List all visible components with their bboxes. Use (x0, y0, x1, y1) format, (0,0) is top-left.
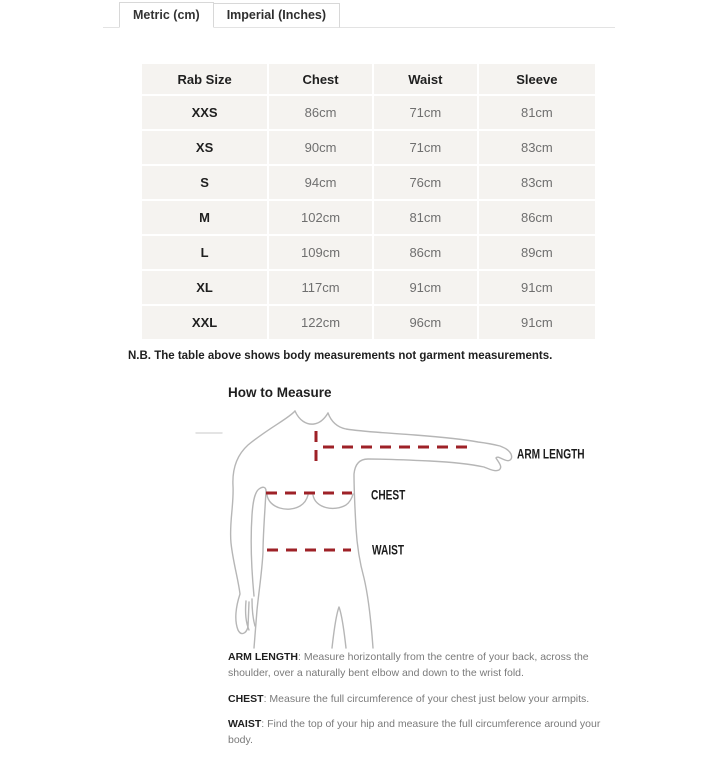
sleeve-value: 81cm (479, 96, 595, 129)
how-to-measure-title: How to Measure (228, 385, 332, 400)
size-chart-table (140, 62, 597, 341)
size-label: S (142, 166, 267, 199)
arm-length-instruction (228, 649, 618, 682)
chest-value: 86cm (269, 96, 372, 129)
sleeve-value: 91cm (479, 271, 595, 304)
waist-value: 96cm (374, 306, 477, 339)
col-header-sleeve: Sleeve (479, 64, 595, 94)
arm-length-instruction-text: : Measure horizontally from the centre of your back, across the shoulder, over a naturally bent elbow and down to the wrist fold. (228, 651, 589, 680)
waist-value: 71cm (374, 96, 477, 129)
table-row (142, 271, 595, 304)
table-row (142, 166, 595, 199)
chest-label: CHEST (371, 487, 406, 503)
table-row (142, 201, 595, 234)
table-row (142, 236, 595, 269)
unit-tabs (103, 3, 615, 28)
sleeve-value: 89cm (479, 236, 595, 269)
sleeve-value: 83cm (479, 131, 595, 164)
waist-value: 86cm (374, 236, 477, 269)
measurement-dash-lines (266, 431, 469, 550)
measuring-instructions (228, 649, 618, 757)
body-measurements-note: N.B. The table above shows body measurements not garment measurements. (128, 350, 553, 362)
chest-value: 122cm (269, 306, 372, 339)
waist-value: 71cm (374, 131, 477, 164)
table-row (142, 131, 595, 164)
table-row (142, 96, 595, 129)
size-label: M (142, 201, 267, 234)
sleeve-value: 91cm (479, 306, 595, 339)
size-label: XS (142, 131, 267, 164)
waist-instruction-text: : Find the top of your hip and measure the full circumference around your body. (228, 717, 601, 747)
col-header-waist: Waist (374, 64, 477, 94)
sleeve-value: 83cm (479, 166, 595, 199)
waist-label: WAIST (372, 542, 405, 558)
chest-instruction-text: : Measure the full circumference of your chest just below your armpits. (263, 692, 590, 705)
waist-value: 81cm (374, 201, 477, 234)
arm-length-instruction-label: ARM LENGTH (228, 651, 298, 663)
waist-value: 91cm (374, 271, 477, 304)
chest-value: 109cm (269, 236, 372, 269)
size-label: L (142, 236, 267, 269)
table-header-row (142, 64, 595, 94)
chest-value: 117cm (269, 271, 372, 304)
chest-value: 94cm (269, 166, 372, 199)
sleeve-value: 86cm (479, 201, 595, 234)
body-outline (196, 411, 512, 648)
size-label: XL (142, 271, 267, 304)
tab-metric-cm[interactable]: Metric (cm) (119, 2, 214, 28)
chest-instruction-label: CHEST (228, 692, 264, 705)
size-label: XXS (142, 96, 267, 129)
chest-value: 90cm (269, 131, 372, 164)
col-header-rab-size: Rab Size (142, 64, 267, 94)
chest-instruction (228, 691, 618, 707)
table-row (142, 306, 595, 339)
waist-value: 76cm (374, 166, 477, 199)
chest-value: 102cm (269, 201, 372, 234)
waist-instruction (228, 716, 618, 749)
tab-imperial-inches[interactable]: Imperial (Inches) (214, 3, 340, 28)
size-label: XXL (142, 306, 267, 339)
waist-instruction-label: WAIST (228, 717, 262, 730)
arm-length-label: ARM LENGTH (517, 446, 585, 462)
col-header-chest: Chest (269, 64, 372, 94)
